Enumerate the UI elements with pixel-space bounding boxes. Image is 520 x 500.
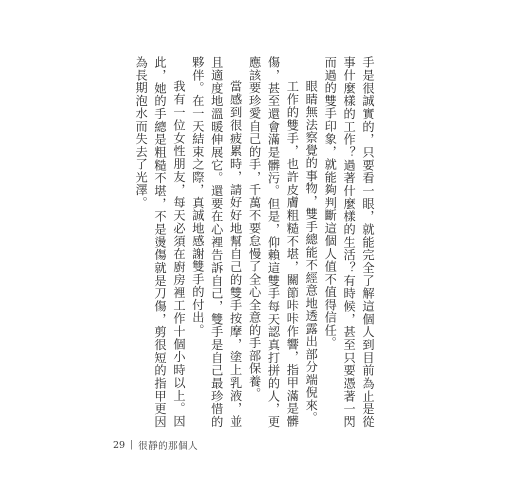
paragraph-3: 工作的雙手，也許皮膚粗糙不堪，關節咔咔作響，指甲滿是髒傷，甚至還會滿是髒污。但是，仰賴這雙手每天認真打拼的人，更應該要珍愛自己的手，千萬不要怠慢了全心全意的手部保養。 <box>247 56 300 428</box>
page-footer <box>113 438 198 452</box>
body-text <box>130 56 377 428</box>
paragraph-1: 手是很誠實的，只要看一眼，就能完全了解這個人到目前為止是從事什麼樣的工作？過著什麼樣的生活？有時候，甚至只要憑著一閃而過的雙手印象，就能夠判斷這個人值不值得信任。 <box>323 56 375 428</box>
page-number: 29 <box>113 439 126 451</box>
paragraph-4: 當感到很疲累時，請好好地幫自己的雙手按摩，塗上乳液，並且適度地溫暖伸展它。還要在心裡告訴自己，雙手是自己最珍惜的夥伴。在一天結束之際，真誠地感謝雙手的付出。 <box>190 56 243 428</box>
paragraph-2: 眼睛無法察覺的事物，雙手總能不經意地透露出部分端倪來。 <box>304 80 319 425</box>
paragraph-5: 我有一位女性朋友，每天必須在廚房裡工作十個小時以上。因此，她的手總是粗糙不堪，不是燙傷就是刀傷，剪很短的指甲更因為長期泡水而失去了光澤。 <box>134 56 186 428</box>
footer-separator: | <box>130 440 134 450</box>
book-title: 很靜的那個人 <box>138 441 199 452</box>
